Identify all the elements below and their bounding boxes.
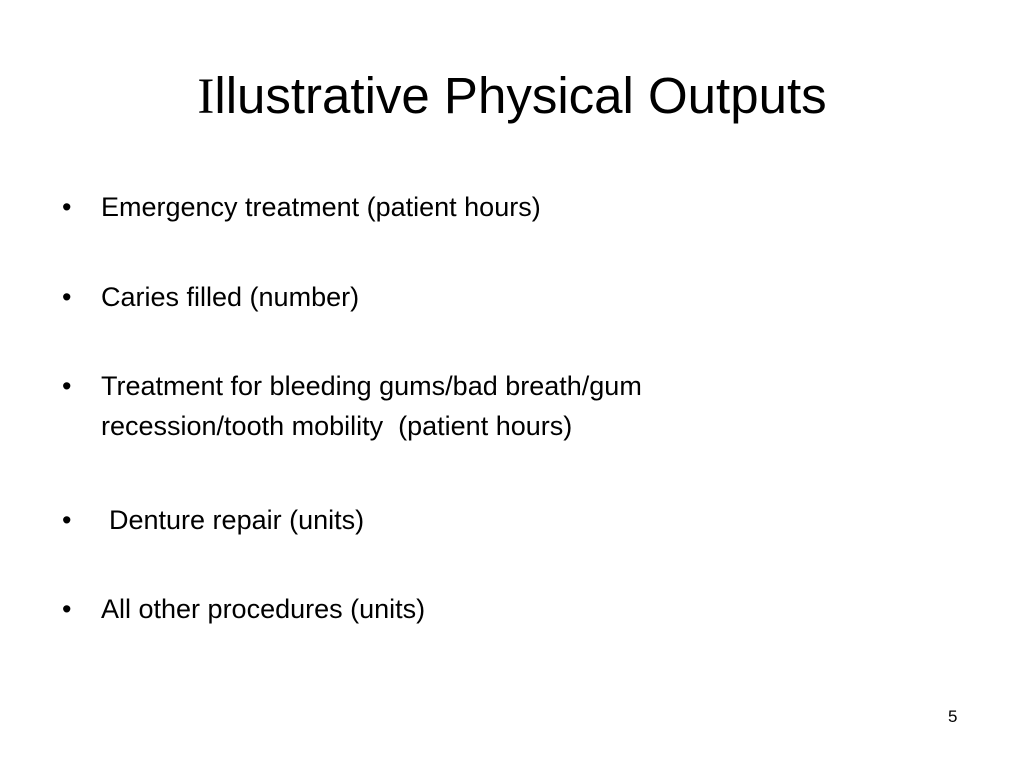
slide-title-rest: llustrative Physical Outputs (214, 67, 827, 124)
bullet-text-multiline (101, 366, 901, 446)
bullet-marker: • (62, 505, 72, 535)
bullet-text: Emergency treatment (patient hours) (101, 192, 541, 222)
bullet-text-line: Treatment for bleeding gums/bad breath/gum (101, 371, 642, 401)
bullet-marker: • (62, 594, 72, 624)
bullet-text: All other procedures (units) (101, 594, 426, 624)
bullet-marker: • (62, 371, 72, 401)
slide-title-initial: I (197, 69, 215, 125)
bullet-marker: • (62, 282, 72, 312)
page-number: 5 (948, 707, 958, 726)
bullet-marker: • (62, 192, 72, 222)
bullet-text-line: recession/tooth mobility (patient hours) (101, 411, 573, 441)
bullet-text: Caries filled (number) (101, 282, 360, 312)
bullet-text: Denture repair (units) (109, 505, 365, 535)
slide-title (0, 56, 1024, 137)
